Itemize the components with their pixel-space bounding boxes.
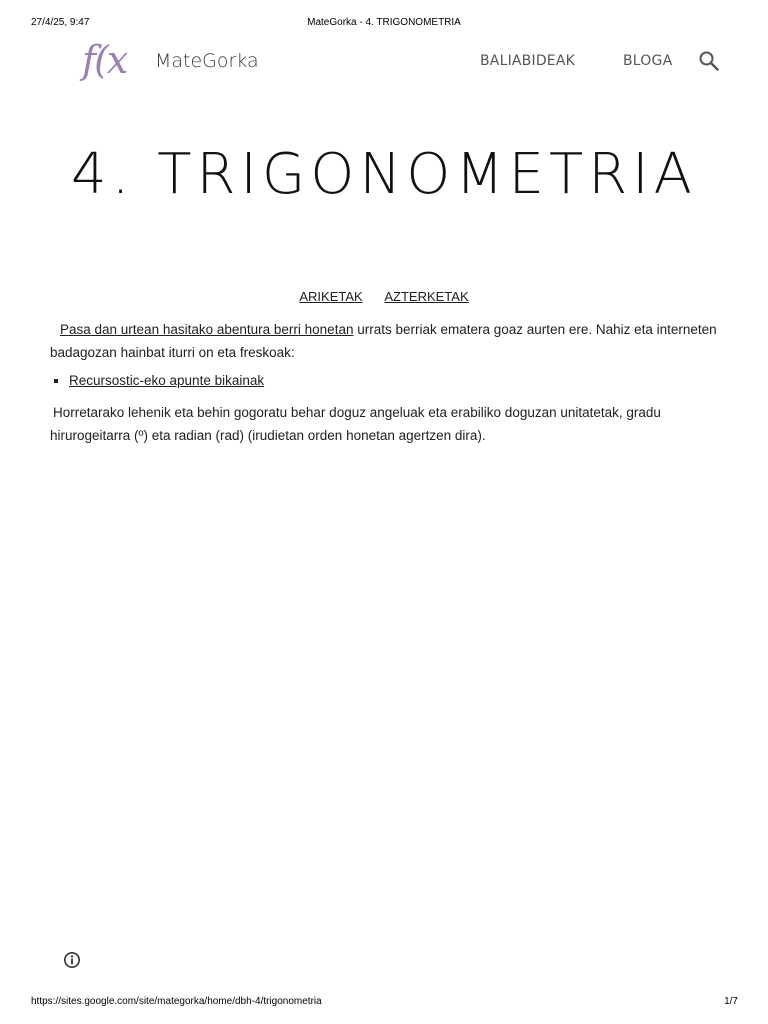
tab-azterketak[interactable]: AZTERKETAK <box>384 289 469 304</box>
print-url: https://sites.google.com/site/mategorka/home/dbh-4/trigonometria <box>31 996 322 1007</box>
print-header <box>0 17 768 31</box>
site-name[interactable]: MateGorka <box>155 50 259 72</box>
site-logo[interactable]: f(x <box>82 38 127 82</box>
list-item <box>69 369 718 392</box>
print-title: MateGorka - 4. TRIGONOMETRIA <box>307 17 461 28</box>
angles-paragraph: Horretarako lehenik eta behin gogoratu behar doguz angeluak eta erabiliko doguzan unitatetak, gradu hirurogeitarra (º) eta radian (rad) (irudietan orden honetan agertzen dira). <box>50 405 661 443</box>
print-footer <box>0 996 768 1010</box>
recursostic-link[interactable]: Recursostic-eko apunte bikainak <box>69 373 265 388</box>
print-page-number: 1/7 <box>724 996 738 1007</box>
search-icon[interactable] <box>698 50 720 72</box>
resource-list <box>50 369 718 392</box>
nav-item-bloga[interactable]: BLOGA <box>623 53 673 69</box>
tab-ariketak[interactable]: ARIKETAK <box>299 289 363 304</box>
print-datetime: 27/4/25, 9:47 <box>31 17 90 28</box>
site-header <box>0 38 768 84</box>
abentura-link[interactable]: Pasa dan urtean hasitako abentura berri honetan <box>60 322 354 337</box>
tab-links <box>50 286 718 308</box>
page-title: 4. TRIGONOMETRIA <box>71 142 697 207</box>
intro-paragraph <box>50 318 718 364</box>
intro-text: urrats berriak ematera goaz aurten ere. Nahiz eta interneten badagozan hainbat iturri on eta freskoak: <box>50 322 717 360</box>
main-content <box>50 286 718 447</box>
nav-item-baliabideak[interactable]: BALIABIDEAK <box>480 53 576 69</box>
info-icon[interactable] <box>63 951 81 969</box>
